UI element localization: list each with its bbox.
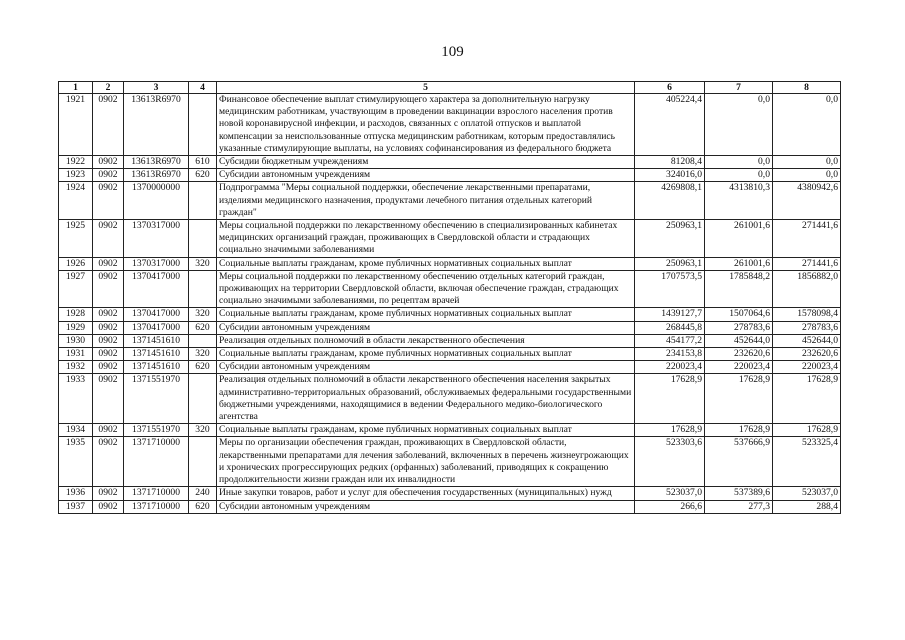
amount-year-1: 268445,8 (635, 321, 705, 334)
description: Субсидии автономным учреждениям (217, 500, 635, 513)
table-row (59, 169, 841, 182)
row-number: 1937 (59, 500, 93, 513)
description: Субсидии автономным учреждениям (217, 361, 635, 374)
expense-type (189, 94, 217, 156)
description: Субсидии автономным учреждениям (217, 169, 635, 182)
amount-year-2: 278783,6 (705, 321, 773, 334)
section-code: 0902 (93, 257, 124, 270)
table-row (59, 220, 841, 258)
row-number: 1925 (59, 220, 93, 258)
amount-year-1: 250963,1 (635, 220, 705, 258)
section-code: 0902 (93, 348, 124, 361)
expense-type: 620 (189, 321, 217, 334)
section-code: 0902 (93, 270, 124, 308)
amount-year-1: 1707573,5 (635, 270, 705, 308)
description: Субсидии бюджетным учреждениям (217, 156, 635, 169)
target-code: 1371710000 (124, 487, 189, 500)
column-header: 6 (635, 82, 705, 94)
section-code: 0902 (93, 487, 124, 500)
expense-type: 610 (189, 156, 217, 169)
table-row (59, 361, 841, 374)
target-code: 1371710000 (124, 500, 189, 513)
amount-year-1: 523037,0 (635, 487, 705, 500)
table-row (59, 487, 841, 500)
expense-type: 320 (189, 424, 217, 437)
expense-type (189, 437, 217, 487)
section-code: 0902 (93, 424, 124, 437)
amount-year-3: 17628,9 (773, 374, 841, 424)
amount-year-2: 17628,9 (705, 424, 773, 437)
column-header: 1 (59, 82, 93, 94)
amount-year-2: 232620,6 (705, 348, 773, 361)
row-number: 1928 (59, 308, 93, 321)
table-row (59, 500, 841, 513)
row-number: 1935 (59, 437, 93, 487)
row-number: 1929 (59, 321, 93, 334)
amount-year-2: 277,3 (705, 500, 773, 513)
amount-year-2: 0,0 (705, 156, 773, 169)
section-code: 0902 (93, 437, 124, 487)
description: Реализация отдельных полномочий в области лекарственного обеспечения населения закрытых административно-территориальных образований, обслуживаемых федеральными государственными бюджетными учреждениями, находящимися в ведении Федерального медико-биологического агентства (217, 374, 635, 424)
table-header-row (59, 82, 841, 94)
amount-year-1: 324016,0 (635, 169, 705, 182)
amount-year-3: 1578098,4 (773, 308, 841, 321)
expense-type: 240 (189, 487, 217, 500)
description: Социальные выплаты гражданам, кроме публичных нормативных социальных выплат (217, 424, 635, 437)
section-code: 0902 (93, 220, 124, 258)
row-number: 1926 (59, 257, 93, 270)
amount-year-3: 220023,4 (773, 361, 841, 374)
amount-year-1: 234153,8 (635, 348, 705, 361)
section-code: 0902 (93, 169, 124, 182)
amount-year-2: 261001,6 (705, 220, 773, 258)
amount-year-1: 523303,6 (635, 437, 705, 487)
row-number: 1927 (59, 270, 93, 308)
amount-year-2: 537389,6 (705, 487, 773, 500)
target-code: 13613R6970 (124, 156, 189, 169)
section-code: 0902 (93, 334, 124, 347)
amount-year-1: 1439127,7 (635, 308, 705, 321)
row-number: 1922 (59, 156, 93, 169)
target-code: 1371710000 (124, 437, 189, 487)
section-code: 0902 (93, 374, 124, 424)
amount-year-1: 220023,4 (635, 361, 705, 374)
expense-type: 620 (189, 361, 217, 374)
row-number: 1930 (59, 334, 93, 347)
amount-year-2: 1507064,6 (705, 308, 773, 321)
column-header: 2 (93, 82, 124, 94)
target-code: 1370317000 (124, 257, 189, 270)
amount-year-3: 271441,6 (773, 220, 841, 258)
amount-year-3: 0,0 (773, 169, 841, 182)
column-header: 8 (773, 82, 841, 94)
description: Социальные выплаты гражданам, кроме публичных нормативных социальных выплат (217, 348, 635, 361)
amount-year-1: 454177,2 (635, 334, 705, 347)
column-header: 5 (217, 82, 635, 94)
row-number: 1931 (59, 348, 93, 361)
row-number: 1932 (59, 361, 93, 374)
target-code: 1371451610 (124, 334, 189, 347)
amount-year-1: 17628,9 (635, 424, 705, 437)
amount-year-2: 0,0 (705, 94, 773, 156)
table-row (59, 321, 841, 334)
table-row (59, 348, 841, 361)
amount-year-1: 266,6 (635, 500, 705, 513)
amount-year-2: 4313810,3 (705, 182, 773, 220)
amount-year-2: 220023,4 (705, 361, 773, 374)
expense-type: 320 (189, 308, 217, 321)
amount-year-3: 452644,0 (773, 334, 841, 347)
expense-type (189, 374, 217, 424)
description: Меры социальной поддержки по лекарственному обеспечению отдельных категорий граждан, проживающих на территории Свердловской области, включая обеспечение граждан, страдающих социально значимыми заболеваниями, по рецептам врачей (217, 270, 635, 308)
amount-year-3: 1856882,0 (773, 270, 841, 308)
section-code: 0902 (93, 361, 124, 374)
section-code: 0902 (93, 182, 124, 220)
target-code: 1370417000 (124, 270, 189, 308)
table-row (59, 270, 841, 308)
table-row (59, 257, 841, 270)
table-row (59, 94, 841, 156)
amount-year-2: 1785848,2 (705, 270, 773, 308)
amount-year-3: 0,0 (773, 156, 841, 169)
expense-type: 620 (189, 169, 217, 182)
row-number: 1921 (59, 94, 93, 156)
target-code: 13613R6970 (124, 94, 189, 156)
target-code: 13613R6970 (124, 169, 189, 182)
target-code: 1371551970 (124, 424, 189, 437)
column-header: 4 (189, 82, 217, 94)
target-code: 1370317000 (124, 220, 189, 258)
expense-type (189, 182, 217, 220)
amount-year-1: 250963,1 (635, 257, 705, 270)
amount-year-1: 17628,9 (635, 374, 705, 424)
amount-year-3: 523325,4 (773, 437, 841, 487)
amount-year-3: 4380942,6 (773, 182, 841, 220)
amount-year-1: 81208,4 (635, 156, 705, 169)
amount-year-3: 232620,6 (773, 348, 841, 361)
row-number: 1933 (59, 374, 93, 424)
table-row (59, 308, 841, 321)
section-code: 0902 (93, 156, 124, 169)
amount-year-3: 271441,6 (773, 257, 841, 270)
expense-type (189, 220, 217, 258)
section-code: 0902 (93, 94, 124, 156)
target-code: 1371451610 (124, 361, 189, 374)
row-number: 1934 (59, 424, 93, 437)
description: Реализация отдельных полномочий в области лекарственного обеспечения (217, 334, 635, 347)
table-row (59, 437, 841, 487)
description: Иные закупки товаров, работ и услуг для обеспечения государственных (муниципальных) нужд (217, 487, 635, 500)
amount-year-3: 523037,0 (773, 487, 841, 500)
target-code: 1371551970 (124, 374, 189, 424)
amount-year-1: 405224,4 (635, 94, 705, 156)
description: Меры по организации обеспечения граждан, проживающих в Свердловской области, лекарственными препаратами для лечения заболеваний, включенных в перечень жизнеугрожающих и хронических прогрессирующих редких (орфанных) заболеваний, приводящих к сокращению продолжительности жизни граждан или их инвалидности (217, 437, 635, 487)
table-row (59, 374, 841, 424)
section-code: 0902 (93, 321, 124, 334)
table-row (59, 156, 841, 169)
section-code: 0902 (93, 500, 124, 513)
target-code: 1370417000 (124, 308, 189, 321)
amount-year-3: 288,4 (773, 500, 841, 513)
description: Социальные выплаты гражданам, кроме публичных нормативных социальных выплат (217, 257, 635, 270)
table-row (59, 182, 841, 220)
expense-type: 620 (189, 500, 217, 513)
expense-type: 320 (189, 348, 217, 361)
amount-year-2: 452644,0 (705, 334, 773, 347)
description: Социальные выплаты гражданам, кроме публичных нормативных социальных выплат (217, 308, 635, 321)
target-code: 1371451610 (124, 348, 189, 361)
amount-year-2: 0,0 (705, 169, 773, 182)
target-code: 1370000000 (124, 182, 189, 220)
column-header: 3 (124, 82, 189, 94)
description: Финансовое обеспечение выплат стимулирующего характера за дополнительную нагрузку медицинским работникам, участвующим в проведении вакцинации взрослого населения против новой коронавирусной инфекции, и расходов, связанных с оплатой отпусков и выплатой компенсации за неиспользованные отпуска медицинским работникам, которым предоставлялись указанные стимулирующие выплаты, на условиях софинансирования из федерального бюджета (217, 94, 635, 156)
amount-year-2: 261001,6 (705, 257, 773, 270)
amount-year-2: 17628,9 (705, 374, 773, 424)
amount-year-2: 537666,9 (705, 437, 773, 487)
section-code: 0902 (93, 308, 124, 321)
amount-year-3: 278783,6 (773, 321, 841, 334)
table-row (59, 424, 841, 437)
amount-year-1: 4269808,1 (635, 182, 705, 220)
row-number: 1923 (59, 169, 93, 182)
table-row (59, 334, 841, 347)
expense-type: 320 (189, 257, 217, 270)
page-number: 109 (441, 44, 464, 60)
column-header: 7 (705, 82, 773, 94)
description: Субсидии автономным учреждениям (217, 321, 635, 334)
description: Подпрограмма "Меры социальной поддержки, обеспечение лекарственными препаратами, изделиями медицинского назначения, продуктами лечебного питания отдельных категорий граждан" (217, 182, 635, 220)
description: Меры социальной поддержки по лекарственному обеспечению в специализированных кабинетах медицинских организаций граждан, проживающих в Свердловской области и страдающих социально значимыми заболеваниями (217, 220, 635, 258)
amount-year-3: 0,0 (773, 94, 841, 156)
target-code: 1370417000 (124, 321, 189, 334)
expense-type (189, 334, 217, 347)
amount-year-3: 17628,9 (773, 424, 841, 437)
row-number: 1936 (59, 487, 93, 500)
expense-type (189, 270, 217, 308)
budget-table (58, 81, 841, 514)
row-number: 1924 (59, 182, 93, 220)
